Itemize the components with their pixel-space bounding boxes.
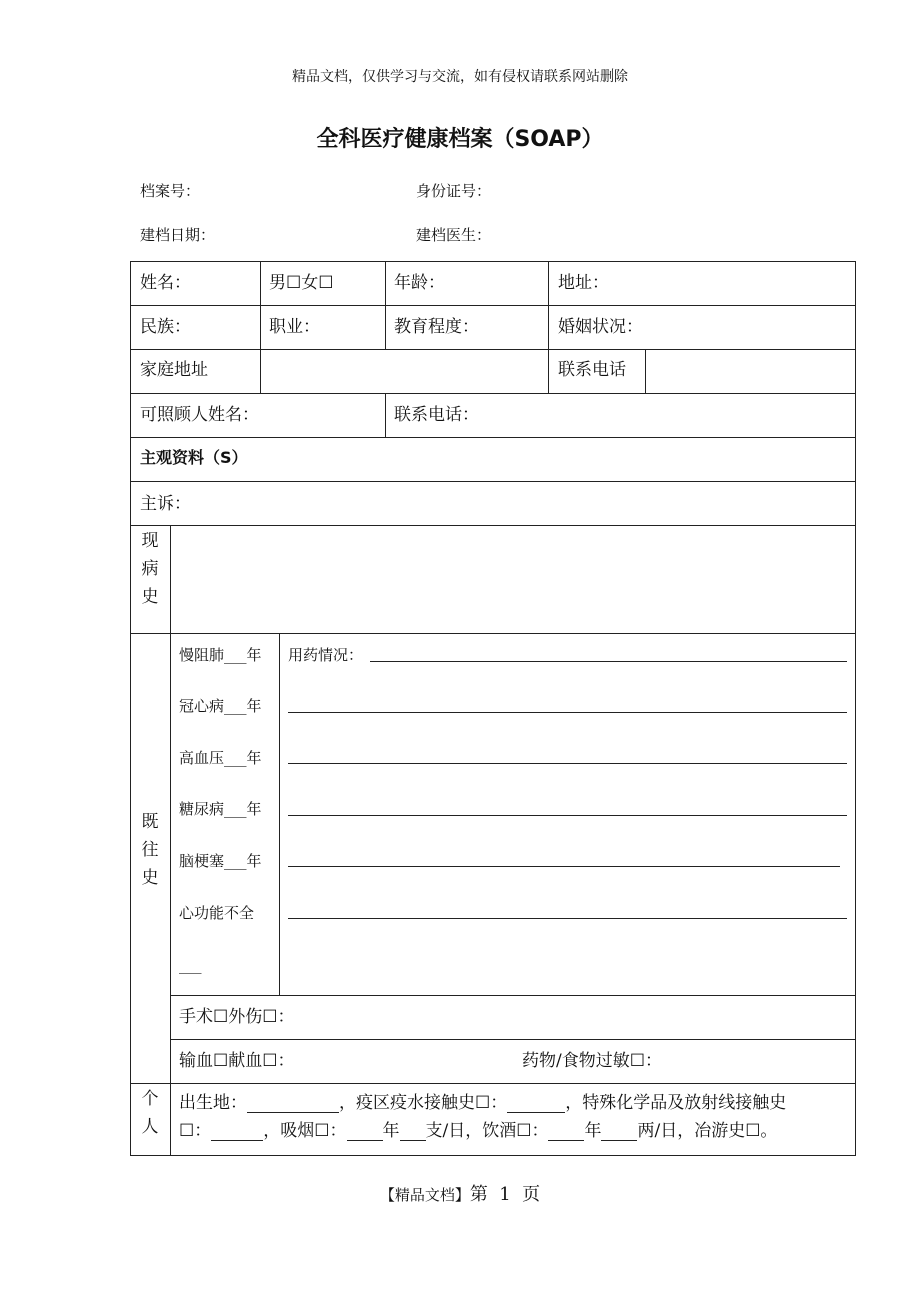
- caregiver-phone-label: 联系电话：: [394, 405, 479, 425]
- surgery-label: 手术☐外伤☐：: [179, 1007, 295, 1027]
- footer-tag: 【精品文档】: [379, 1186, 470, 1204]
- smoke-years-blank[interactable]: [347, 1122, 383, 1141]
- smoke-label: ，吸烟☐：: [263, 1121, 347, 1141]
- gender-checkbox[interactable]: 男☐女☐: [269, 273, 334, 293]
- address-label: 地址：: [558, 273, 609, 293]
- medication-line[interactable]: [288, 815, 847, 816]
- chemicals-box: ☐：: [179, 1121, 212, 1141]
- disease-stroke: 脑梗塞___年: [179, 852, 262, 870]
- medication-line[interactable]: [288, 763, 847, 764]
- birthplace-blank[interactable]: [247, 1094, 339, 1113]
- record-no-label: 档案号：: [140, 182, 201, 200]
- personal-label: 个 人: [141, 1089, 159, 1137]
- disease-hypertension: 高血压___年: [179, 749, 262, 767]
- present-history-label: 现 病 史: [141, 531, 159, 607]
- epidemic-blank[interactable]: [507, 1094, 565, 1113]
- alcohol-unit: 两/日，冶游史☐。: [637, 1121, 778, 1141]
- created-doctor-label: 建档医生：: [416, 226, 492, 244]
- medication-label: 用药情况：: [288, 646, 364, 664]
- created-date-label: 建档日期：: [140, 226, 216, 244]
- medication-line[interactable]: [288, 712, 847, 713]
- age-label: 年龄：: [394, 273, 445, 293]
- alcohol-amount-blank[interactable]: [601, 1122, 637, 1141]
- alcohol-years-blank[interactable]: [548, 1122, 584, 1141]
- disease-heart-failure: 心功能不全: [179, 904, 255, 922]
- epidemic-label: ，疫区疫水接触史☐：: [339, 1093, 508, 1113]
- smoke-count-blank[interactable]: [400, 1122, 426, 1141]
- page-footer: [0, 1180, 920, 1206]
- chemicals-blank[interactable]: [211, 1122, 263, 1141]
- medication-line[interactable]: [370, 661, 847, 662]
- page-title: 全科医疗健康档案（SOAP）: [316, 127, 604, 152]
- transfusion-label: 输血☐献血☐：: [179, 1051, 295, 1071]
- smoke-year-unit: 年: [382, 1121, 400, 1141]
- disease-extra-blank: ___: [179, 956, 202, 974]
- cigarette-unit: 支/日，饮酒☐：: [425, 1121, 549, 1141]
- marital-label: 婚姻状况：: [558, 317, 643, 337]
- medication-line[interactable]: [288, 866, 840, 867]
- header-note: 精品文档，仅供学习与交流，如有侵权请联系网站删除: [292, 69, 628, 85]
- chief-complaint-label: 主诉：: [140, 494, 191, 514]
- disease-copd: 慢阻肺___年: [179, 646, 262, 664]
- occupation-label: 职业：: [269, 317, 320, 337]
- personal-history-line-2: [179, 1116, 777, 1141]
- ethnicity-label: 民族：: [140, 317, 191, 337]
- home-address-label: 家庭地址: [140, 360, 208, 380]
- phone-label: 联系电话: [558, 360, 626, 380]
- subjective-heading: 主观资料（S）: [140, 448, 248, 467]
- disease-diabetes: 糖尿病___年: [179, 800, 262, 818]
- name-label: 姓名：: [140, 273, 191, 293]
- id-no-label: 身份证号：: [416, 182, 492, 200]
- education-label: 教育程度：: [394, 317, 479, 337]
- chemicals-label: ，特殊化学品及放射线接触史: [565, 1093, 787, 1113]
- page-number: 第 1 页: [469, 1184, 541, 1205]
- allergy-label: 药物/食物过敏☐：: [522, 1051, 662, 1071]
- caregiver-label: 可照顾人姓名：: [140, 405, 259, 425]
- disease-chd: 冠心病___年: [179, 697, 262, 715]
- medication-line[interactable]: [288, 918, 847, 919]
- personal-history-line-1: [179, 1088, 786, 1113]
- past-history-label: 既 往 史: [141, 812, 159, 888]
- alcohol-year-unit: 年: [584, 1121, 602, 1141]
- birthplace-label: 出生地：: [179, 1093, 247, 1113]
